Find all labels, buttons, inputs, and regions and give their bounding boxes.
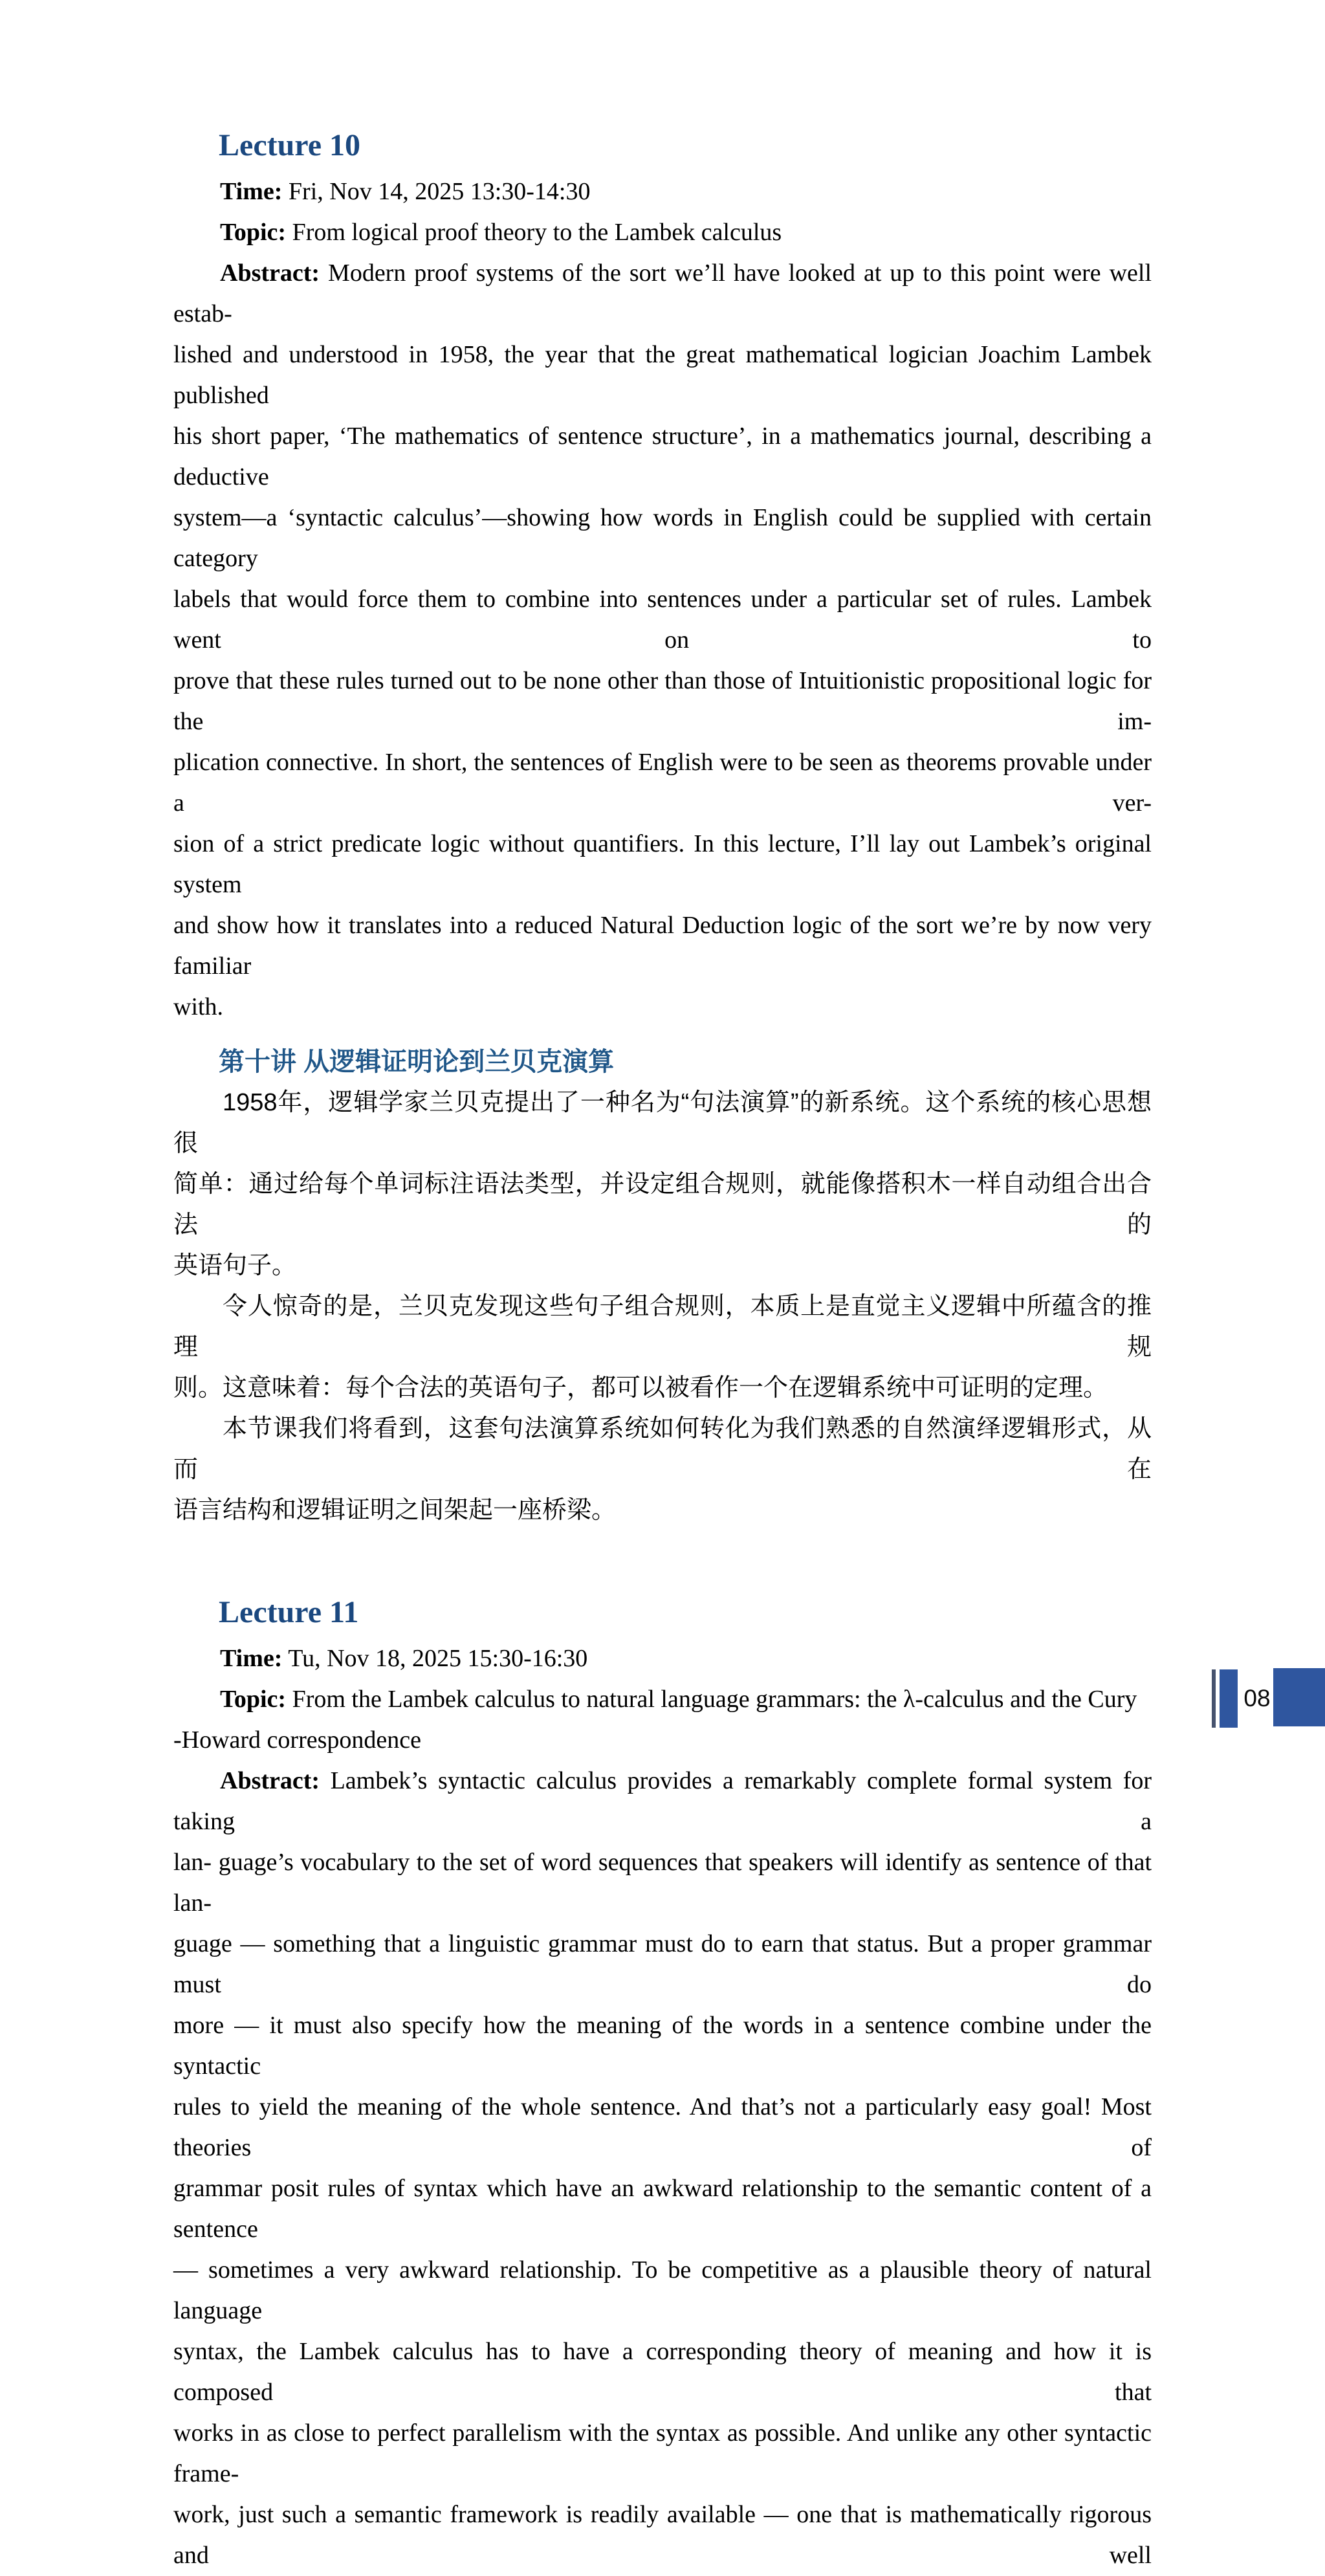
abstract-first-line bbox=[173, 253, 1152, 335]
lecture11-heading: Lecture 11 bbox=[219, 1595, 359, 1629]
text-line: 本节课我们将看到，这套句法演算系统如何转化为我们熟悉的自然演绎逻辑形式，从而在 bbox=[173, 1415, 1152, 1483]
text-line: 语言结构和逻辑证明之间架起一座桥梁。 bbox=[173, 1497, 617, 1524]
footer-thick-bar bbox=[1220, 1669, 1238, 1728]
page-content bbox=[173, 0, 1152, 2576]
text-line: lished and understood in 1958, the year that the great mathematical logician Joachim Lambek published bbox=[173, 341, 1152, 409]
abstract-label: Abstract: bbox=[220, 259, 320, 287]
text-line: his short paper, ‘The mathematics of sentence structure’, in a mathematics journal, describing a deductive bbox=[173, 423, 1152, 490]
text-line: syntax, the Lambek calculus has to have a corresponding theory of meaning and how it is composed that bbox=[173, 2338, 1152, 2406]
text-line: and show how it translates into a reduced Natural Deduction logic of the sort we’re by now very familiar bbox=[173, 912, 1152, 980]
page-number: 08 bbox=[1243, 1685, 1271, 1712]
lecture10-abstract bbox=[173, 253, 1152, 1028]
text-line: — sometimes a very awkward relationship. To be competitive as a plausible theory of natural language bbox=[173, 2256, 1152, 2324]
footer-thin-bar bbox=[1212, 1669, 1216, 1728]
text-line: guage — something that a linguistic grammar must do to earn that status. But a proper grammar must do bbox=[173, 1930, 1152, 1998]
text-line: more — it must also specify how the meaning of the words in a sentence combine under the syntactic bbox=[173, 2012, 1152, 2080]
time-value: Tu, Nov 18, 2025 15:30-16:30 bbox=[282, 1645, 588, 1672]
abstract-continuation-lines bbox=[173, 1842, 1152, 2576]
text-line: grammar posit rules of syntax which have an awkward relationship to the semantic content of a sentence bbox=[173, 2175, 1152, 2243]
text-line: rules to yield the meaning of the whole sentence. And that’s not a particularly easy goal! Most theories of bbox=[173, 2093, 1152, 2161]
text-line: lan- guage’s vocabulary to the set of word sequences that speakers will identify as sentence of that lan- bbox=[173, 1849, 1152, 1917]
lecture11-abstract bbox=[173, 1761, 1152, 2576]
footer-accent-rect bbox=[1273, 1668, 1325, 1726]
topic-label: Topic: bbox=[220, 1686, 287, 1713]
chinese-paragraph-3 bbox=[173, 1409, 1152, 1531]
text-line: plication connective. In short, the sentences of English were to be seen as theorems provable under a ver- bbox=[173, 749, 1152, 817]
text-line: 简单：通过给每个单词标注语法类型，并设定组合规则，就能像搭积木一样自动组合出合法的 bbox=[173, 1171, 1152, 1238]
time-value: Fri, Nov 14, 2025 13:30-14:30 bbox=[282, 178, 591, 205]
lecture11-info bbox=[173, 1638, 1152, 1761]
text-line: 则。这意味着：每个合法的英语句子，都可以被看作一个在逻辑系统中可证明的定理。 bbox=[173, 1374, 1108, 1402]
lecture10-topic-line bbox=[173, 212, 1152, 253]
time-label: Time: bbox=[220, 1645, 283, 1672]
time-label: Time: bbox=[220, 178, 283, 205]
lecture10-time-line bbox=[173, 171, 1152, 212]
text-line: prove that these rules turned out to be none other than those of Intuitionistic propositional logic for the im- bbox=[173, 667, 1152, 735]
topic-value: From logical proof theory to the Lambek calculus bbox=[286, 219, 782, 246]
text-line: sion of a strict predicate logic without quantifiers. In this lecture, I’ll lay out Lambek’s original system bbox=[173, 830, 1152, 898]
abstract-first-text: Modern proof systems of the sort we’ll have looked at up to this point were well estab- bbox=[173, 259, 1152, 327]
lecture10-heading: Lecture 10 bbox=[219, 128, 361, 162]
lecture11-time-line bbox=[173, 1638, 1152, 1679]
lecture10-info bbox=[173, 171, 1152, 253]
text-line: 英语句子。 bbox=[173, 1252, 297, 1279]
topic-label: Topic: bbox=[220, 219, 287, 246]
topic-value: From the Lambek calculus to natural language grammars: the λ-calculus and the Cury bbox=[286, 1686, 1137, 1713]
text-line: labels that would force them to combine into sentences under a particular set of rules. Lambek went on to bbox=[173, 586, 1152, 654]
text-line: work, just such a semantic framework is readily available — one that is mathematically rigorous and well bbox=[173, 2501, 1152, 2569]
text-line: 令人惊奇的是，兰贝克发现这些句子组合规则，本质上是直觉主义逻辑中所蕴含的推理规 bbox=[173, 1293, 1152, 1361]
chinese-section-heading: 第十讲 从逻辑证明论到兰贝克演算 bbox=[219, 1048, 615, 1076]
abstract-first-line bbox=[173, 1761, 1152, 1842]
lecture11-topic-line2: -Howard correspondence bbox=[173, 1726, 421, 1754]
lecture11-topic-line bbox=[173, 1679, 1152, 1720]
text-line: works in as close to perfect parallelism with the syntax as possible. And unlike any other syntactic frame- bbox=[173, 2419, 1152, 2487]
text-line: system—a ‘syntactic calculus’—showing how words in English could be supplied with certain category bbox=[173, 504, 1152, 572]
abstract-first-text: Lambek’s syntactic calculus provides a remarkably complete formal system for taking a bbox=[173, 1767, 1152, 1835]
abstract-label: Abstract: bbox=[220, 1767, 320, 1794]
chinese-paragraph-1 bbox=[173, 1083, 1152, 1286]
text-line: 1958年，逻辑学家兰贝克提出了一种名为“句法演算”的新系统。这个系统的核心思想很 bbox=[173, 1089, 1152, 1157]
text-line: with. bbox=[173, 993, 224, 1020]
chinese-paragraph-2 bbox=[173, 1286, 1152, 1409]
abstract-continuation-lines bbox=[173, 335, 1152, 1028]
